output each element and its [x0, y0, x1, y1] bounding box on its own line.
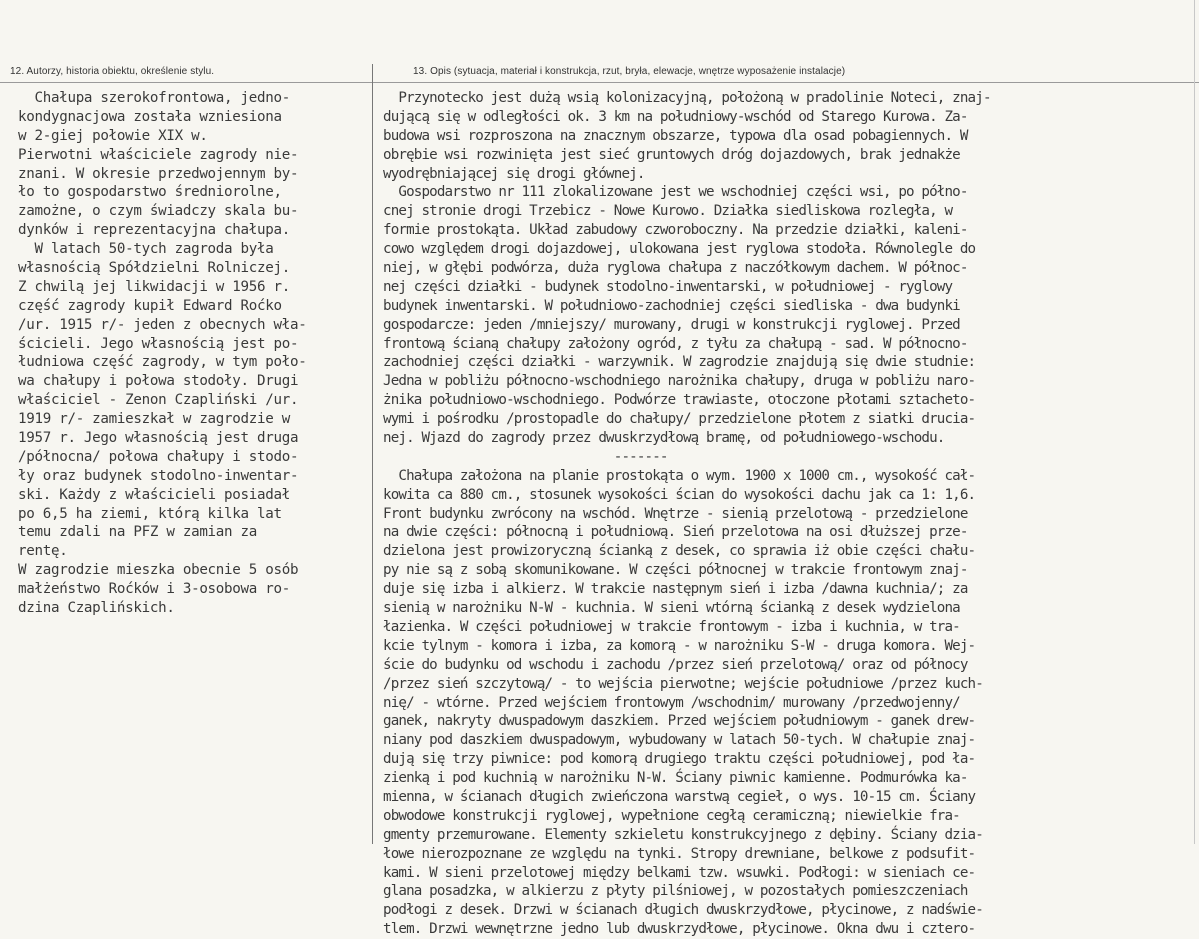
text-line: wymi i pośrodku /prostopadle do chałupy/ przedzielone płotem z siatki druciа-	[383, 411, 976, 428]
history-text	[18, 89, 306, 618]
text-line: dzina Czaplińskich.	[18, 600, 175, 617]
text-line: dzielona jest prowizoryczną ścianką z desek, co sprawia iż obie części chału-	[383, 543, 976, 560]
text-line: obrębie wsi rozwinięta jest sieć gruntowych dróg dojazdowych, brak jednakże	[383, 146, 960, 163]
text-line: formie prostokąta. Układ zabudowy czworoboczny. Na przedzie działki, kaleni-	[383, 222, 968, 239]
text-line: ścicieli. Jego własnością jest po-	[18, 335, 299, 352]
text-line: na dwie części: północną i południową. Sień przelotowa na osi dłuższej prze-	[383, 524, 968, 541]
text-line: zachodniej części działki - warzywnik. W zagrodzie znajdują się dwie studnie:	[383, 354, 976, 371]
text-line: nię/ - wtórne. Przed wejściem frontowym /wschodnim/ murowany /przedwojenny/	[383, 694, 960, 711]
text-line: zienką i pod kuchnią w narożniku N-W. Ściany piwnic kamienne. Podmurówka ka-	[383, 770, 968, 787]
text-line: /przez sień szczytową/ - to wejścia pierwotne; wejście południowe /przez kuch-	[383, 675, 983, 692]
text-line: dynków i reprezentacyjna chałupa.	[18, 222, 290, 239]
text-line: W zagrodzie mieszka obecnie 5 osób	[18, 562, 299, 579]
description-text	[383, 89, 991, 939]
text-line: łowe nierozpoznane ze względu na tynki. Stropy drewniane, belkowe z podsufit-	[383, 845, 976, 862]
text-line: wyodrębniającej się drogi głównej.	[383, 165, 645, 182]
column-divider	[372, 64, 373, 844]
text-line: ski. Każdy z właścicieli posiadał	[18, 486, 290, 503]
text-line: własnością Spółdzielni Rolniczej.	[18, 260, 290, 277]
text-line: znani. W okresie przedwojennym by-	[18, 165, 299, 182]
text-line: Przynotecko jest dużą wsią kolonizacyjną, położoną w pradolinie Noteci, znaj-	[383, 90, 991, 106]
text-line: ły oraz budynek stodolno-inwentar-	[18, 467, 299, 484]
text-line: ganek, nakryty dwuspadowym daszkiem. Przed wejściem południowym - ganek drew-	[383, 713, 976, 730]
text-line: glana posadzka, w alkierzu z płyty pilśniowej, w pozostałych pomieszczeniach	[383, 883, 968, 900]
text-line: duje się izba i alkierz. W trakcie następnym sień i izba /dawna kuchnia/; za	[383, 581, 968, 598]
text-line: nej części działki - budynek stodolno-inwentarski, w południowej - ryglowy	[383, 278, 953, 295]
text-line: Front budynku zwrócony na wschód. Wnętrze - sienią przelotową - przedzielone	[383, 505, 968, 522]
text-line: niej, w głębi podwórza, duża ryglowa chałupa z naczółkowym dachem. W północ-	[383, 260, 968, 277]
text-line: /północna/ połowa chałupy i stodo-	[18, 448, 299, 465]
text-line: część zagrody kupił Edward Roćko	[18, 297, 282, 314]
text-line: Chałupa szerokofrontowa, jedno-	[18, 90, 290, 106]
text-line: żnika południowo-wschodniego. Podwórze trawiaste, otoczone płotami sztacheto-	[383, 392, 976, 409]
text-line: gmenty przemurowane. Elementy szkieletu konstrukcyjnego z dębiny. Ściany dzia-	[383, 826, 983, 843]
text-line: mienna, w ścianach długich zwieńczona warstwą cegieł, o wys. 10-15 cm. Ściany	[383, 788, 976, 805]
text-line: gospodarcze: jeden /mniejszy/ murowany, drugi w konstrukcji ryglowej. Przed	[383, 316, 960, 333]
text-line: py nie są z sobą skomunikowane. W części północnej w trakcie frontowym znaj-	[383, 562, 968, 579]
text-line: łudniowa część zagrody, w tym poło-	[18, 354, 307, 371]
text-line: W latach 50-tych zagroda była	[18, 241, 274, 258]
text-line: kcie tylnym - komora i izba, za komorą - w narożniku S-W - druga komora. Wej-	[383, 637, 976, 654]
text-line: cowo względem drogi dojazdowej, ulokowana jest ryglowa stodoła. Równolegle do	[383, 241, 976, 258]
text-line: nej. Wjazd do zagrody przez dwuskrzydłową bramę, od południowego-wschodu.	[383, 430, 945, 447]
text-line: ło to gospodarstwo średniorolne,	[18, 184, 282, 201]
text-line: kondygnacjowa została wzniesiona	[18, 108, 282, 125]
text-line: po 6,5 ha ziemi, którą kilka lat	[18, 505, 282, 522]
text-line: Z chwilą jej likwidacji w 1956 r.	[18, 278, 290, 295]
text-line: budowa wsi rozproszona na znacznym obszarze, typowa dla osad pobagiennych. W	[383, 127, 968, 144]
section-12-header: 12. Autorzy, historia obiektu, określenie stylu.	[10, 66, 215, 77]
text-line: budynek inwentarski. W południowo-zachodniej części siedliska - dwa budynki	[383, 297, 960, 314]
text-line: Gospodarstwo nr 111 zlokalizowane jest we wschodniej części wsi, po półno-	[383, 184, 968, 201]
text-line: podłogi z desek. Drzwi w ścianach długich dwuskrzydłowe, płycinowe, z nadświe-	[383, 902, 983, 919]
header-divider	[0, 82, 1199, 83]
page-edge	[1194, 0, 1195, 844]
text-line: kowita ca 880 cm., stosunek wysokości ścian do wysokości dachu jak ca 1: 1,6.	[383, 486, 976, 503]
text-line: obwodowe konstrukcji ryglowej, wypełnione cegłą ceramiczną; niewielkie fra-	[383, 807, 960, 824]
text-line: Pierwotni właściciele zagrody nie-	[18, 146, 299, 163]
text-line: tlem. Drzwi wewnętrzne jedno lub dwuskrzydłowe, płycinowe. Okna dwu i cztero-	[383, 921, 976, 938]
text-line: -------	[383, 448, 668, 465]
text-line: w 2-giej połowie XIX w.	[18, 127, 208, 144]
text-line: właściciel - Zenon Czapliński /ur.	[18, 392, 299, 409]
text-line: dującą się w odległości ok. 3 km na południowy-wschód od Starego Kurowa. Za-	[383, 108, 968, 125]
text-line: dują się trzy piwnice: pod komorą drugiego traktu części południowej, pod ła-	[383, 751, 976, 768]
text-line: Chałupa założona na planie prostokąta o wym. 1900 x 1000 cm., wysokość cał-	[383, 467, 976, 484]
text-line: ście do budynku od wschodu i zachodu /przez sień przelotową/ oraz od północy	[383, 656, 968, 673]
text-line: Jedna w pobliżu północno-wschodniego narożnika chałupy, druga w pobliżu naro-	[383, 373, 976, 390]
text-line: łazienka. W części południowej w trakcie frontowym - izba i kuchnia, w tra-	[383, 618, 960, 635]
section-13-header: 13. Opis (sytuacja, materiał i konstrukcja, rzut, bryła, elewacje, wnętrze wyposażenie instalacje)	[413, 66, 846, 77]
text-line: 1919 r/- zamieszkał w zagrodzie w	[18, 411, 290, 428]
text-line: frontową ścianą chałupy założony ogród, z tyłu za chałupą - sad. W północno-	[383, 335, 968, 352]
text-line: 1957 r. Jego własnością jest druga	[18, 430, 299, 447]
text-line: kami. W sieni przelotowej między belkami tzw. wsuwki. Podłogi: w sieniach ce-	[383, 864, 976, 881]
text-line: sienią w narożniku N-W - kuchnia. W sieni wtórną ścianką z desek wydzielona	[383, 600, 960, 617]
text-line: rentę.	[18, 543, 68, 560]
text-line: wa chałupy i połowa stodoły. Drugi	[18, 373, 299, 390]
text-line: małżeństwo Roćków i 3-osobowa ro-	[18, 581, 290, 598]
text-line: temu zdali na PFZ w zamian za	[18, 524, 258, 541]
text-line: zamożne, o czym świadczy skala bu-	[18, 203, 299, 220]
text-line: niany pod daszkiem dwuspadowym, wybudowany w latach 50-tych. W chałupie znaj-	[383, 732, 976, 749]
text-line: /ur. 1915 r/- jeden z obecnych wła-	[18, 316, 307, 333]
text-line: cnej stronie drogi Trzebicz - Nowe Kurowo. Działka siedliskowa rozległa, w	[383, 203, 953, 220]
